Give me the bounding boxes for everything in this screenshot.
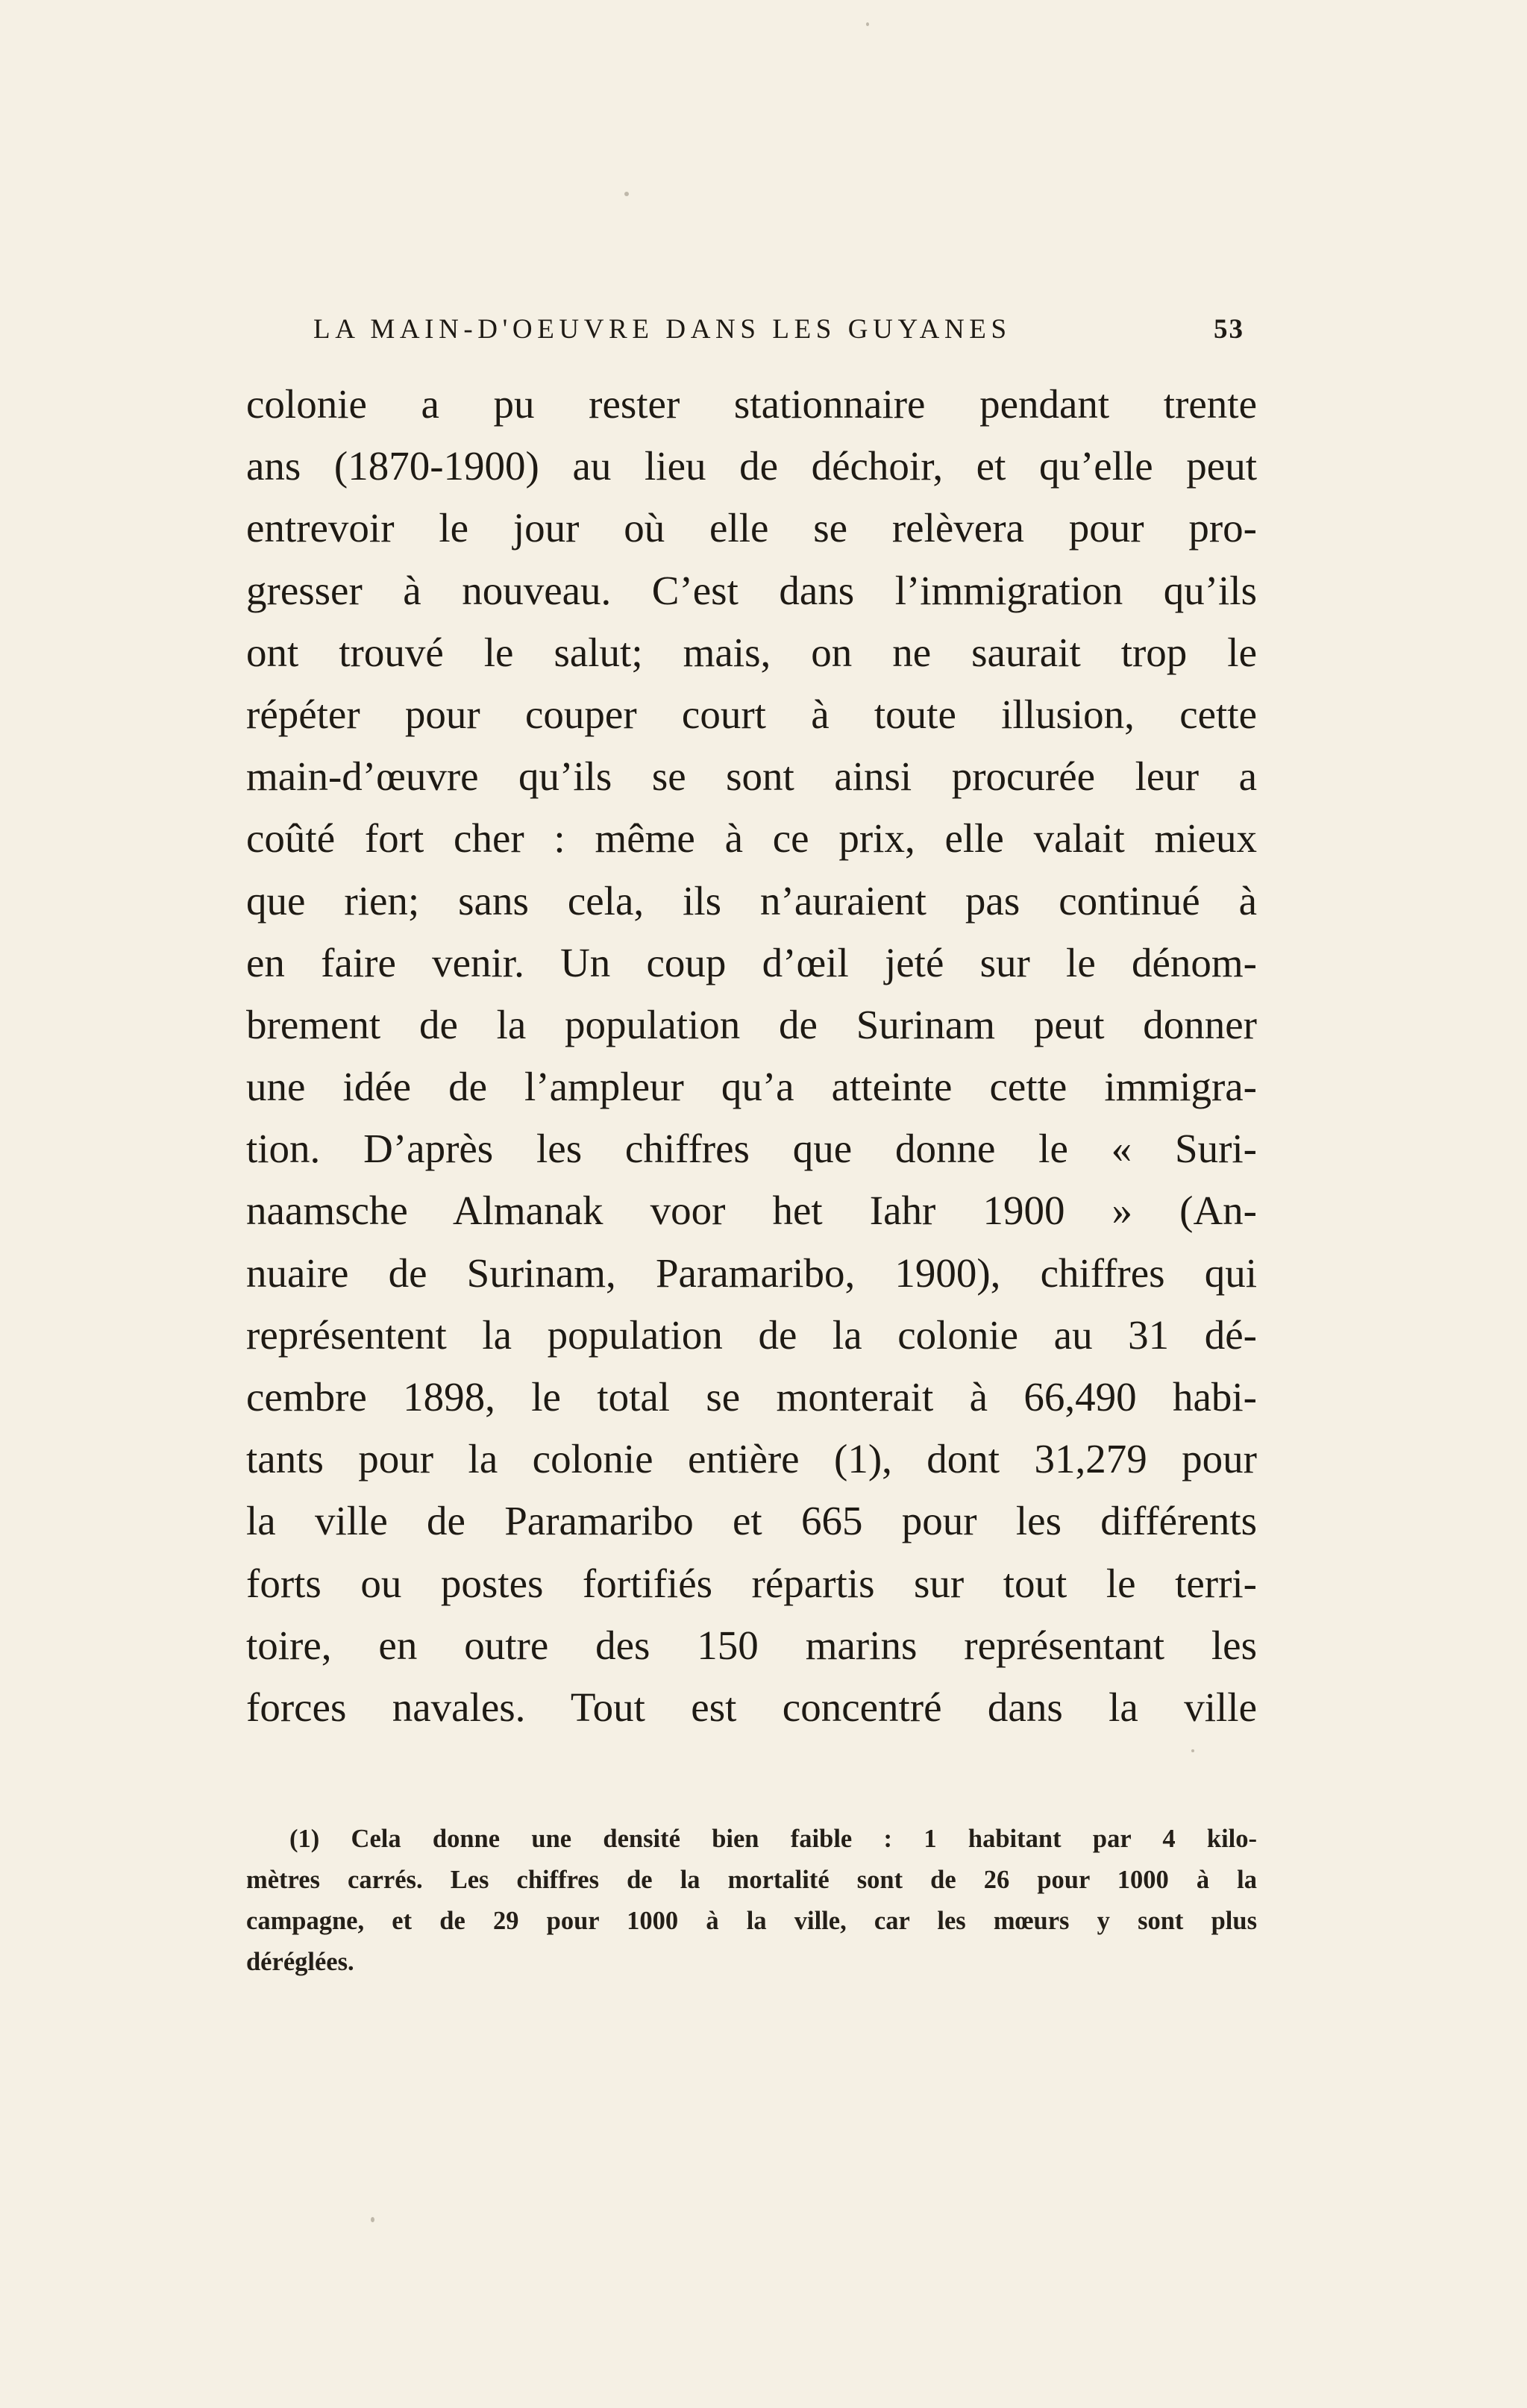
text-line: brement de la population de Surinam peut donner <box>246 1001 1257 1047</box>
text-line: coûté fort cher : même à ce prix, elle valait mieux <box>246 815 1257 862</box>
footnote-line: campagne, et de 29 pour 1000 à la ville, car les mœurs y sont plus <box>246 1907 1257 1935</box>
text-line: cembre 1898, le total se monterait à 66,490 habi- <box>246 1374 1257 1420</box>
paper-speck <box>624 192 629 196</box>
text-line: ont trouvé le salut; mais, on ne saurait trop le <box>246 629 1257 675</box>
text-line: tants pour la colonie entière (1), dont 31,279 pour <box>246 1436 1257 1482</box>
paper-speck <box>371 2217 374 2222</box>
paper-speck <box>1191 1749 1194 1752</box>
text-line: colonie a pu rester stationnaire pendant trente <box>246 381 1257 427</box>
text-line: une idée de l’ampleur qu’a atteinte cette immigra- <box>246 1064 1257 1110</box>
text-line: la ville de Paramaribo et 665 pour les différents <box>246 1498 1257 1544</box>
footnote-line: déréglées. <box>246 1948 354 1976</box>
page-number: 53 <box>1214 314 1244 345</box>
text-line: répéter pour couper court à toute illusion, cette <box>246 691 1257 737</box>
footnote <box>246 1819 1257 1983</box>
text-line: représentent la population de la colonie au 31 dé- <box>246 1311 1257 1358</box>
footnote-line: (1) Cela donne une densité bien faible : 1 habitant par 4 kilo- <box>289 1825 1257 1853</box>
footnote-line: mètres carrés. Les chiffres de la mortalité sont de 26 pour 1000 à la <box>246 1866 1257 1894</box>
paper-speck <box>866 22 869 26</box>
text-line: tion. D’après les chiffres que donne le « Suri- <box>246 1126 1257 1172</box>
text-line: en faire venir. Un coup d’œil jeté sur le dénom- <box>246 939 1257 985</box>
main-text <box>246 373 1257 1738</box>
text-line: naamsche Almanak voor het Iahr 1900 » (An- <box>246 1188 1257 1234</box>
text-line: forces navales. Tout est concentré dans la ville <box>246 1684 1257 1730</box>
text-line: que rien; sans cela, ils n’auraient pas continué à <box>246 877 1257 924</box>
text-line: ans (1870-1900) au lieu de déchoir, et qu’elle peut <box>246 443 1257 489</box>
text-line: forts ou postes fortifiés répartis sur tout le terri- <box>246 1560 1257 1606</box>
running-title: LA MAIN-D'OEUVRE DANS LES GUYANES <box>313 314 1012 345</box>
text-line: entrevoir le jour où elle se relèvera pour pro- <box>246 505 1257 551</box>
text-line: nuaire de Surinam, Paramaribo, 1900), chiffres qui <box>246 1250 1257 1296</box>
running-header <box>313 309 1244 351</box>
text-line: toire, en outre des 150 marins représentant les <box>246 1622 1257 1668</box>
text-line: gresser à nouveau. C’est dans l’immigration qu’ils <box>246 567 1257 613</box>
text-line: main-d’œuvre qu’ils se sont ainsi procurée leur a <box>246 753 1257 800</box>
